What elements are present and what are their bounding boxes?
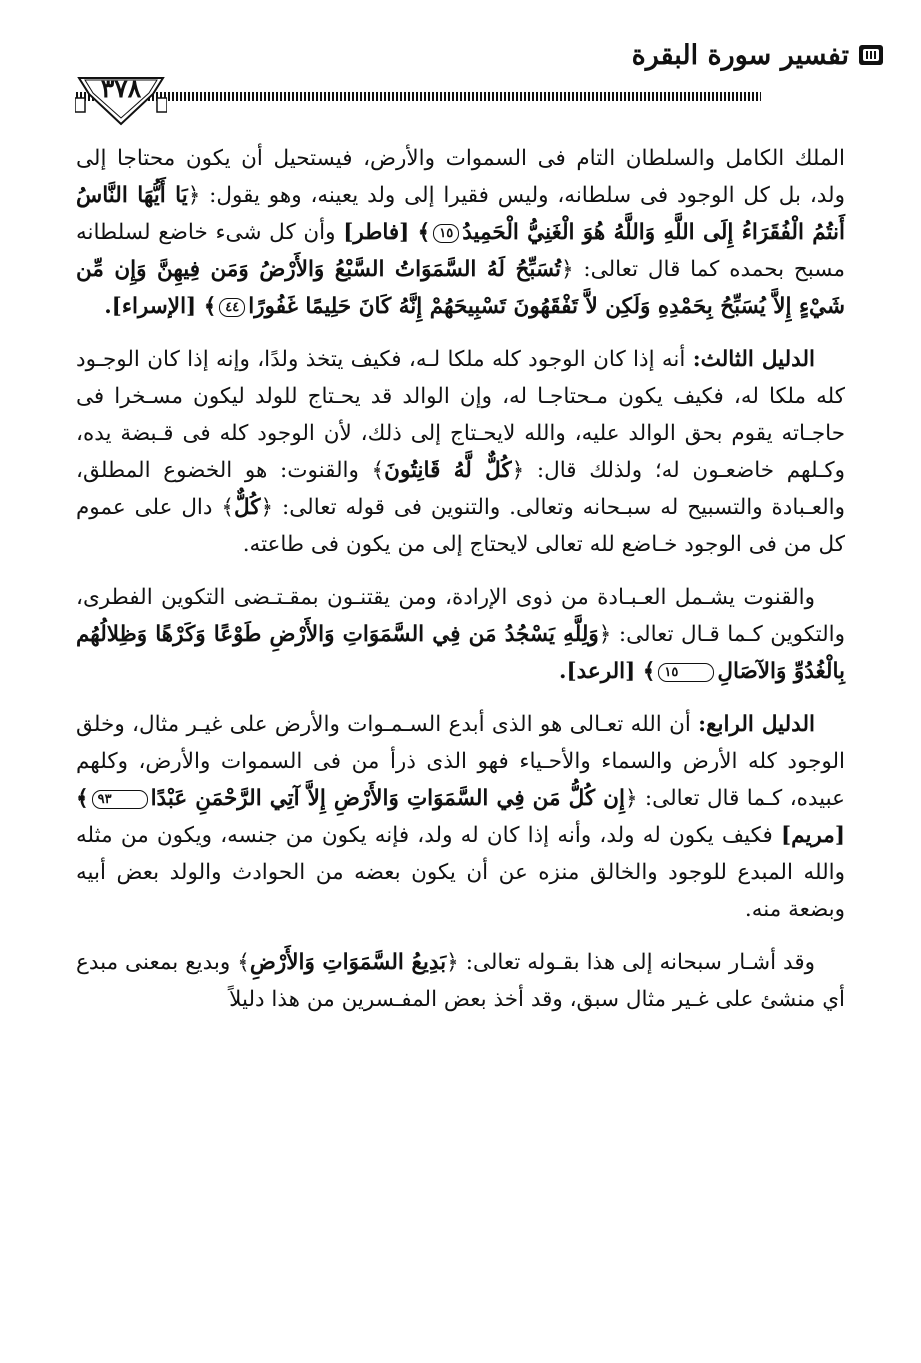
surah-reference: ﴾ [الإسراء].: [104, 294, 217, 319]
paragraph-1: [76, 140, 845, 325]
paragraph-4: [76, 706, 845, 928]
quran-verse: تُسَبِّحُ لَهُ السَّمَوَاتُ السَّبْعُ وَالأَرْضُ وَمَن فِيهِنَّ وَإِن مِّن شَيْءٍ إِلاَّ يُسَبِّحُ بِحَمْدِهِ وَلَكِن لاَّ تَفْقَهُونَ تَسْبِيحَهُمْ إِنَّهُ كَانَ حَلِيمًا غَفُورًا: [76, 257, 845, 319]
body-text: [76, 140, 845, 1018]
quran-verse: وَلِلَّهِ يَسْجُدُ مَن فِي السَّمَوَاتِ وَالأَرْضِ طَوْعًا وَكَرْهًا وَظِلالُهُم بِالْغُدُوِّ وَالآصَالِ: [76, 622, 845, 684]
ayah-number-marker: ١٥: [658, 663, 714, 682]
surah-reference: ﴾ [الرعد].: [558, 659, 656, 684]
text-run: فكيف يكون له ولد، وأنه إذا كان له ولد، فإنه يكون من جنسه، ويكون من مثله والله المبدع للوجود والخالق منزه عن أن يكون بعضه من الحوادث والولد بعض أبيه وبضعة منه.: [76, 823, 845, 922]
text-run: أنه إذا كان الوجود كله ملكا لـه، فكيف يتخذ ولدًا، وإنه إذا كان الوجـود كله ملكا له، فكيف يكون مـحتاجـا له، وإن الوالد قد يحـتاج للولد ليكون مسـخرا فى حاجـاته يقوم بحق الوالد عليه، والله لايحـتاج إلى ذلك، لأن الوجود كله فى قـبضة يده، وكـلهم خاضعـون له؛ ولذلك قال: ﴿: [76, 347, 846, 483]
section-heading: الدليل الرابع:: [698, 712, 815, 737]
ornament-icon: [857, 41, 885, 69]
surah-reference: ﴾ [مريم]: [76, 786, 845, 848]
text-run: ﴾ وبديع بمعنى مبدع أي منشئ على غـير مثال سبق، وقد أخذ بعض المفـسرين من هذا دليلاً: [76, 950, 845, 1012]
quran-verse: إِن كُلُّ مَن فِي السَّمَوَاتِ وَالأَرْضِ إِلاَّ آتِي الرَّحْمَنِ عَبْدًا: [150, 786, 625, 811]
text-run: والقنوت يشـمل العـبـادة من ذوى الإرادة، ومن يقتنـون بمقـتـضى التكوين الفطرى، والتكوين كـما قـال تعالى: ﴿: [76, 585, 845, 647]
quran-verse: كُلٌّ: [233, 495, 261, 520]
ayah-number-marker: ١٥: [433, 224, 459, 243]
paragraph-2: [76, 341, 845, 563]
quran-verse: يَا أَيُّهَا النَّاسُ أَنتُمُ الْفُقَرَاءُ إِلَى اللَّهِ وَاللَّهُ هُوَ الْغَنِيُّ الْحَمِيدُ: [76, 183, 846, 245]
surah-reference: ﴾ [فاطر]: [343, 220, 431, 245]
running-header-title: تفسير سورة البقرة: [631, 40, 849, 71]
paragraph-5: [76, 944, 845, 1018]
text-run: ﴾ والقنوت: هو الخضوع المطلق، والعـبادة والتسبيح له سبـحانه وتعالى. والتنوين فى قوله تعالى: ﴿: [76, 458, 845, 520]
paragraph-3: [76, 579, 845, 690]
page-number: ٣٧٨: [100, 74, 142, 103]
text-run: الملك الكامل والسلطان التام فى السموات والأرض، فيستحيل أن يكون محتاجا إلى ولد، بل كل الوجود فى سلطانه، وليس فقيرا إلى ولد يعينه، وهو يقول: ﴿: [76, 146, 845, 208]
text-run: وأن كل شىء خاضع لسلطانه مسبح بحمده كما قال تعالى: ﴿: [76, 220, 845, 282]
section-heading: الدليل الثالث:: [692, 347, 815, 372]
text-run: ﴾ دال على عموم كل من فى الوجود خـاضع لله تعالى لايحتاج إلى من يكون فى طاعته.: [76, 495, 845, 557]
quran-verse: كُلٌّ لَّهُ قَانِتُونَ: [384, 458, 512, 483]
text-run: وقد أشـار سبحانه إلى هذا بقـوله تعالى: ﴿: [446, 950, 815, 975]
text-run: أن الله تعـالى هو الذى أبدع السـمـوات والأرض على غيـر مثال، وخلق الوجود كله الأرض والسماء والأحـياء فهو الذى ذرأ من فى السموات والأرض، وكلهم عبيده، كـما قال تعالى: ﴿: [76, 712, 845, 811]
header-rule: [76, 92, 761, 101]
quran-verse: بَدِيعُ السَّمَوَاتِ وَالأَرْضِ: [249, 950, 447, 975]
ayah-number-marker: ٤٤: [219, 298, 245, 317]
ayah-number-marker: ٩٣: [92, 790, 148, 809]
